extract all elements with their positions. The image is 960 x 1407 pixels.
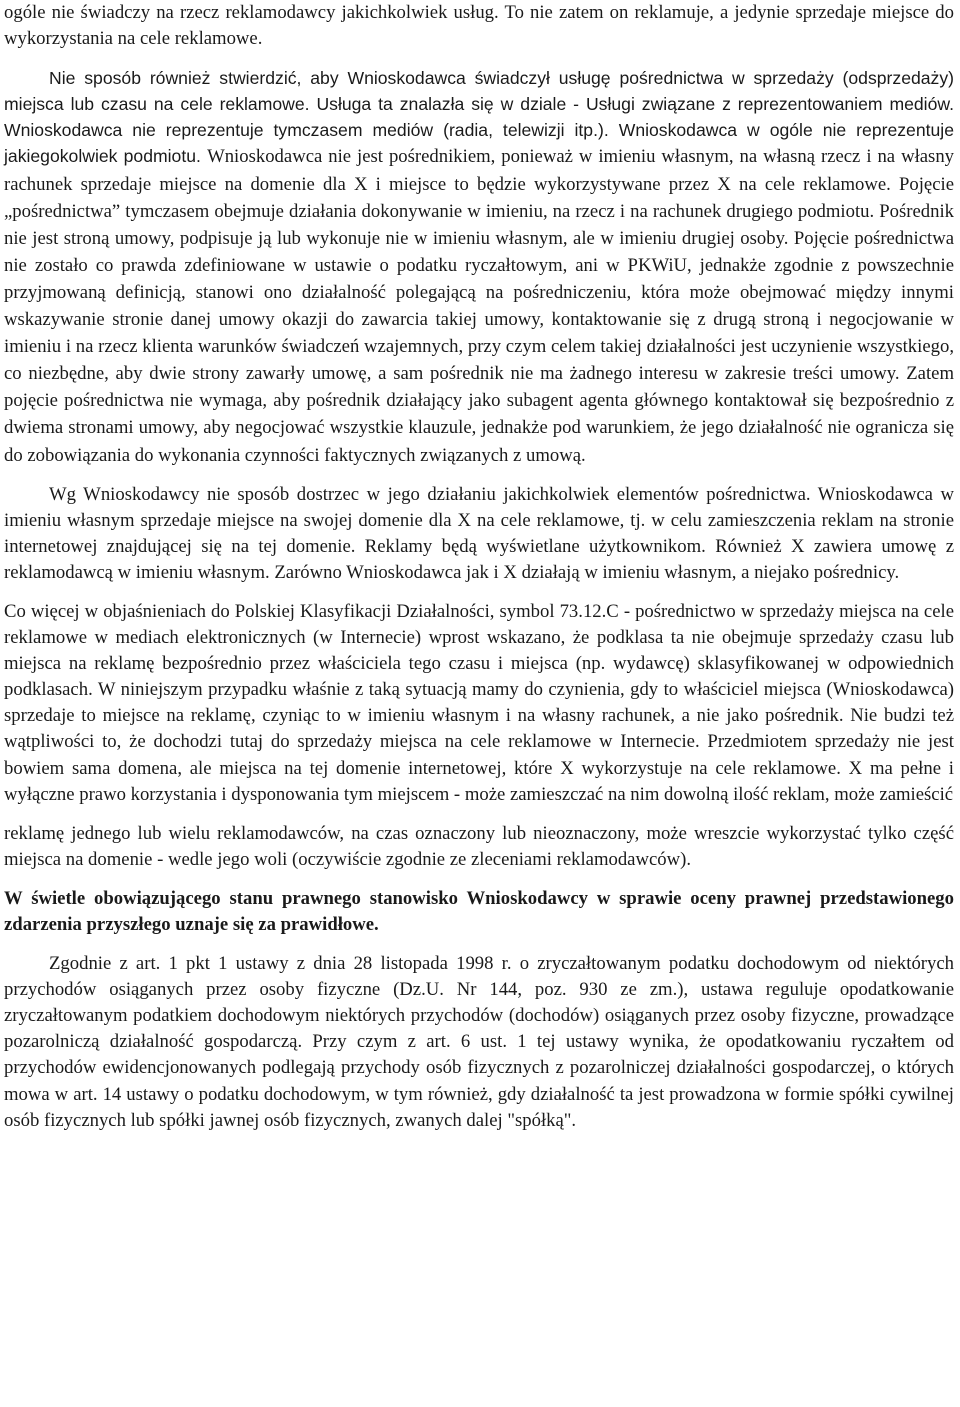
paragraph-wnioskodawca-view: Wg Wnioskodawcy nie sposób dostrzec w jego działaniu jakichkolwiek elementów pośrednictwa. Wnioskodawca w imieniu własnym sprzedaje miejsce na swojej domenie dla X na cele reklamowe, tj. w celu zamieszczenia reklam na stronie internetowej znajdującej się na tej domenie. Reklamy będą wyświetlane użytkownikom. Również X zawiera umowę z reklamodawcą w imieniu własnym. Zarówno Wnioskodawca jak i X działają w imieniu własnym, a niejako pośrednicy. [4,483,954,583]
paragraph-posrednictwo-intro [4,65,954,468]
paragraph-not-intermediary: Wnioskodawca nie jest pośrednikiem, ponieważ w imieniu własnym, na własną rzecz i na własny rachunek sprzedaje miejsce na domenie dla X i miejsce to będzie wykorzystywane przez X na cele reklamowe. Pojęcie „pośrednictwa” tymczasem obejmuje działania dokonywanie w imieniu, na rzecz i na rachunek drugiego podmiotu. Pośrednik nie jest stroną umowy, podpisuje ją lub wykonuje nie w imieniu własnym, ale w imieniu drugiej osoby. Pojęcie pośrednictwa nie zostało co prawda zdefiniowane w ustawie o podatku ryczałtowym, ani w PKWiU, jednakże zgodnie z powszechnie przyjmowaną definicją, stanowi ono działalność polegającą na pośredniczeniu, która może obejmować między innymi wskazywanie stronie danej umowy okazji do zawarcia takiej umowy, kontaktowanie się z drugą stroną i negocjowanie w imieniu i na rzecz klienta warunków świadczeń wzajemnych, przy czym celem takiej działalności jest uczynienie wszystkiego, co niezbędne, aby dwie strony zawarły umowę, a sam pośrednik nie ma żadnego interesu w zakresie treści umowy. Zatem pojęcie pośrednictwa nie wymaga, aby pośrednik działający jako subagent agenta głównego kontaktował się bezpośrednio z dwiema stronami umowy, aby negocjować wszystkie klauzule, jednakże pod warunkiem, że jego działalność nie ogranicza się do zobowiązania do wykonania czynności faktycznych związanych z umową. [4,146,955,466]
paragraph-pkd-explanation: Co więcej w objaśnieniach do Polskiej Klasyfikacji Działalności, symbol 73.12.C - pośrednictwo w sprzedaży miejsca na cele reklamowe w mediach elektronicznych (w Internecie) wprost wskazano, że podklasa ta nie obejmuje sprzedaży czasu lub miejsca na reklamę bezpośrednio przez właściciela tego czasu i miejsca (np. wydawcę) sklasyfikowanej w odpowiednich podklasach. W niniejszym przypadku właśnie z taką sytuacją mamy do czynienia, gdy to właściciel miejsca (Wnioskodawca) sprzedaje to miejsce na reklamę, czyniąc to w imieniu własnym i na własny rachunek, a nie jako pośrednik. Nie budzi też wątpliwości to, że dochodzi tutaj do sprzedaży miejsca na cele reklamowe w Internecie. Przedmiotem sprzedaży nie jest bowiem sama domena, ale miejsca na tej domenie internetowej, które X wykorzystuje na cele reklamowe. X ma pełne i wyłączne prawo korzystania i dysponowania tym miejscem - może zamieszczać na nim dowolną ilość reklam, może zamieścić [4,600,954,805]
paragraph-posrednictwo-intro-text: Nie sposób również stwierdzić, aby Wnioskodawca świadczył usługę pośrednictwa w sprzedaży (odsprzedaży) miejsca lub czasu na cele reklamowe. Usługa ta znalazła się w dziale - Usługi związane z reprezentowaniem mediów. Wnioskodawca nie reprezentuje tymczasem mediów (radia, telewizji itp.). Wnioskodawca w ogóle nie reprezentuje jakiegokolwiek podmiotu. [4,68,954,167]
paragraph-advertisers: reklamę jednego lub wielu reklamodawców, na czas oznaczony lub nieoznaczony, może wreszcie wykorzystać tylko część miejsca na domenie - wedle jego woli (oczywiście zgodnie ze zleceniami reklamodawców). [4,822,954,870]
paragraph-continuation: ogóle nie świadczy na rzecz reklamodawcy jakichkolwiek usług. To nie zatem on reklamuje, a jedynie sprzedaje miejsce do wykorzystania na cele reklamowe. [4,2,954,50]
paragraph-ruling: W świetle obowiązującego stanu prawnego stanowisko Wnioskodawcy w sprawie oceny prawnej przedstawionego zdarzenia przyszłego uznaje się za prawidłowe. [4,887,954,935]
paragraph-legal-basis: Zgodnie z art. 1 pkt 1 ustawy z dnia 28 listopada 1998 r. o zryczałtowanym podatku dochodowym od niektórych przychodów osiąganych przez osoby fizyczne (Dz.U. Nr 144, poz. 930 ze zm.), ustawa reguluje opodatkowanie zryczałtowanym podatkiem dochodowym niektórych przychodów (dochodów) osiąganych przez osoby fizyczne, prowadzące pozarolniczą działalność gospodarczą. Przy czym z art. 6 ust. 1 tej ustawy wynika, że opodatkowaniu ryczałtem od przychodów ewidencjonowanych podlegają przychody osób fizycznych z pozarolniczej działalności gospodarczej, o których mowa w art. 14 ustawy o podatku dochodowym, w tym również, gdy działalność ta jest prowadzona w formie spółki cywilnej osób fizycznych lub spółki jawnej osób fizycznych, zwanych dalej "spółką". [4,953,954,1131]
